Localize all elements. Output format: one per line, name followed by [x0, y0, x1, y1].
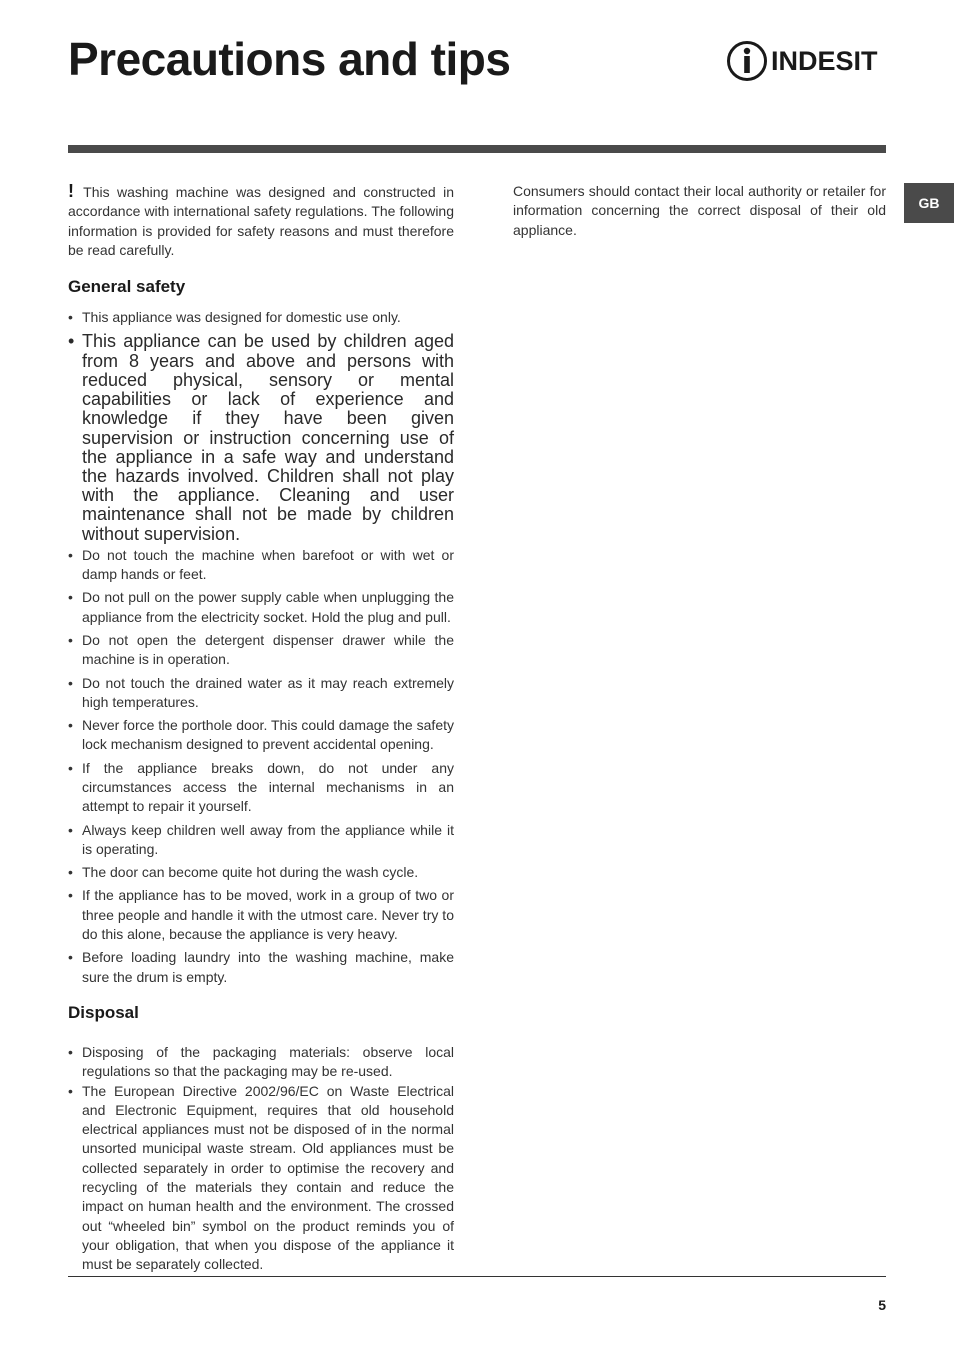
general-safety-heading: General safety [68, 277, 186, 297]
list-item: • Do not touch the drained water as it may reach extremely high temperatures. [68, 674, 454, 710]
list-item: • Always keep children well away from the appliance while it is operating. [68, 821, 454, 857]
list-item: • Do not pull on the power supply cable when unplugging the appliance from the electricity socket. Hold the plug and pull. [68, 589, 454, 625]
list-item: • This appliance was designed for domestic use only. [68, 309, 401, 326]
list-item: • If the appliance has to be moved, work in a group of two or three people and handle it with the utmost care. Never try to do this alone, because the appliance is very heavy. [68, 887, 454, 943]
list-item: • This appliance can be used by children aged from 8 years and above and persons with reduced physical, sensory or mental capabilities or lack of experience and knowledge if they have been given supervision or instruction concerning use of the appliance in a safe way and understand the hazards involved. Children shall not play with the appliance. Cleaning and user maintenance shall not be made by children without supervision. [68, 331, 454, 544]
page-title: Precautions and tips [68, 33, 511, 85]
list-item: • Never force the porthole door. This could damage the safety lock mechanism designed to prevent accidental opening. [68, 717, 454, 753]
page-number: 5 [878, 1297, 886, 1313]
general-safety-list [68, 308, 454, 987]
right-column [513, 182, 886, 240]
list-item: • Do not open the detergent dispenser drawer while the machine is in operation. [68, 631, 454, 668]
list-item: • Disposing of the packaging materials: observe local regulations so that the packaging may be re-used. [68, 1043, 454, 1080]
intro-text: This washing machine was designed and constructed in accordance with international safety regulations. The following information is provided for safety reasons and must therefore be read carefully. [68, 184, 455, 258]
language-tab: GB [904, 183, 954, 223]
warning-icon: ! [68, 181, 74, 201]
disposal-heading: Disposal [68, 1002, 139, 1022]
logo-wordmark: INDESIT [771, 45, 878, 76]
footer-divider [68, 1276, 886, 1277]
brand-logo [726, 40, 878, 82]
indesit-logo-icon [726, 40, 768, 82]
disposal-info-paragraph: Consumers should contact their local authority or retailer for information concerning the correct disposal of their old appliance. [513, 183, 886, 238]
left-column [68, 182, 454, 1275]
header-divider [68, 145, 886, 153]
disposal-list [68, 1043, 454, 1275]
list-item: • Do not touch the machine when barefoot or with wet or damp hands or feet. [68, 546, 454, 583]
list-item: • The European Directive 2002/96/EC on Waste Electrical and Electronic Equipment, requires that old household electrical appliances must not be disposed of in the normal unsorted municipal waste stream. Old appliances must be collected separately in order to optimise the recovery and recycling of the materials they contain and reduce the impact on human health and the environment. The crossed out “wheeled bin” symbol on the product reminds you of your obligation, that when you dispose of the appliance it must be separately collected. [68, 1082, 454, 1273]
intro-paragraph [68, 182, 454, 260]
list-item: • Before loading laundry into the washing machine, make sure the drum is empty. [68, 949, 454, 985]
list-item: • The door can become quite hot during the wash cycle. [68, 864, 419, 881]
list-item: • If the appliance breaks down, do not under any circumstances access the internal mechanisms in an attempt to repair it yourself. [68, 759, 454, 815]
